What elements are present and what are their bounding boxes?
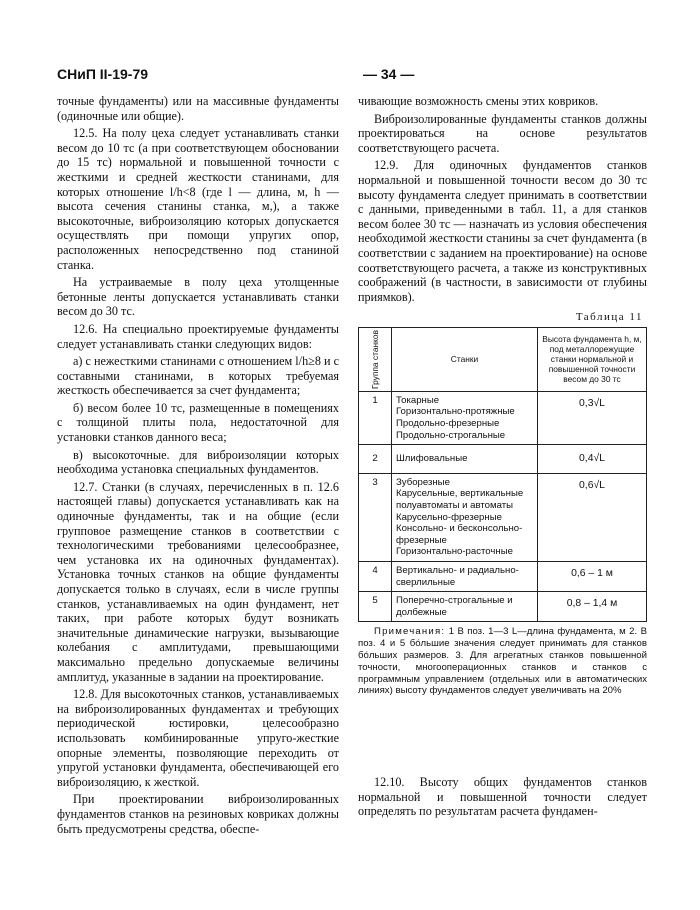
table-row [359,561,647,591]
table-row [359,445,647,474]
table-header-row [359,327,647,391]
machine-name: Продольно-фрезерные [396,418,500,430]
cell-height: 0,8 – 1,4 м [538,592,647,622]
paragraph-12-7: 12.7. Станки (в случаях, перечисленных в п. 12.6 настоящей главы) допускается устанавливать как на одиночные фундаменты, так и на общие (если групповое размещение станков в соответствии с технологическими требованиями целесообразнее, чем установка их на одиночных фундаментах). Установка точных станков на общие фундаменты допускается только в случаях, если в числе группы станков, устанавливаемых на один фундамент, нет таких, при работе которых будут возникать значительные динамические нагрузки, вызывающие колебания с амплитудами, превышающими максимально предельно допускаемые величины амплитуд, указанные в задании на проектирование. [57,479,339,684]
header-group-label: Группа станков [370,329,380,389]
machine-name: Токарные [396,394,440,406]
cell-machines [392,561,538,591]
table-notes [358,626,647,697]
cell-machines [392,473,538,561]
left-column [57,94,339,839]
cell-group: 1 [359,391,392,444]
paragraph: На устраиваемые в полу цеха утолщенные бетонные ленты допускается устанавливать станки весом до 30 тс. [57,275,339,319]
machine-name: Шлифовальные [396,453,468,465]
machine-name: Зуборезные [396,476,450,488]
paragraph-12-9: 12.9. Для одиночных фундаментов станков нормальной и повышенной точности весом до 30 тс высоту фундамента следует принимать в соответствии с данными, приведенными в табл. 11, а для станков весом более 30 тс — назначать из условия обеспечения необходимой жесткости станины за счет фундамента (в соответствии с заданием на проектирование) на основе соответствующего расчета, а также из конструктивных соображений (в частности, в зависимости от глубины приямков). [358,158,647,304]
paragraph-12-5: 12.5. На полу цеха следует устанавливать станки весом до 10 тс (а при соответствующем обосновании до 15 тс) нормальной и повышенной точности с жесткими и средней жесткости станинами, для которых отношение l/h<8 (где l — длина, м, h — высота сечения станины станка, м,), а также высокоточные, виброизоляцию которых допускается осуществлять при помощи упругих опор, расположенных непосредственно под станиной станка. [57,126,339,272]
cell-group: 3 [359,473,392,561]
page-number: — 34 — [363,66,415,82]
machine-name: Карусельные, вертикальные полуавтоматы и автоматы [396,488,524,512]
machine-name: Консольно- и бесконсольно-фрезерные [396,523,523,546]
document-code: СНиП II-19-79 [57,66,149,82]
cell-group: 4 [359,561,392,591]
list-item-b: б) весом более 10 тс, размещенные в помещениях с толщиной плиты пола, недостаточной для установки станков данного веса; [57,400,339,445]
table-row [359,473,647,561]
paragraph: При проектировании виброизолированных фундаментов станков на резиновых ковриках должны быть предусмотрены средства, обеспе- [57,792,339,836]
cell-height: 0,4√L [538,445,647,474]
paragraph: чивающие возможность смены этих ковриков. [358,94,599,108]
cell-group: 2 [359,445,392,474]
machine-name: Продольно-строгальные [396,429,506,441]
paragraph-12-8: 12.8. Для высокоточных станков, устанавливаемых на виброизолированных фундаментах и требующих периодической юстировки, целесообразно использовать комбинированные упруго-жесткие опорные элементы, позволяющие переходить от упругой установки фундамента, обеспечивающей его виброизоляцию, к жесткой. [57,687,339,789]
header-group [359,327,392,391]
header-machines: Станки [392,327,538,391]
machine-name: Горизонтально-расточные [396,546,513,558]
paragraph: точные фундаменты) или на массивные фундаменты (одиночные или общие). [57,94,339,123]
machine-name: Горизонтально-протяжные [396,406,515,418]
notes-heading: Примечания: [374,626,446,638]
table-11 [358,327,647,622]
list-item-c: в) высокоточные. для виброизоляции которых необходима установка специальных фундаментов. [57,447,339,477]
header-height: Высота фундамента h, м, под металлорежущие станки нормальной и повышенной точности весом до 30 тс [538,327,647,391]
paragraph-12-10: 12.10. Высоту общих фундаментов станков нормальной и повышенной точности следует определять по результатам расчета фундамен- [358,775,647,819]
machine-name: Поперечно-строгальные и долбежные [396,595,513,618]
cell-machines [392,592,538,622]
list-item-a: а) с нежесткими станинами с отношением l/h≥8 и с составными станинами, в которых требуемая жесткость обеспечивается за счет фундамента; [57,354,339,398]
paragraph: Виброизолированные фундаменты станков должны проектироваться на основе результатов соответствующего расчета. [358,111,647,155]
paragraph-12-6: 12.6. На специально проектируемые фундаменты следует устанавливать станки следующих видов: [57,321,339,351]
machine-name: Карусельно-фрезерные [396,511,502,523]
machine-name: Вертикально- и радиально-сверлильные [396,564,519,588]
cell-height: 0,3√L [538,391,647,444]
cell-machines [392,391,538,444]
notes-text: 1 В поз. 1—3 L—длина фундамента, м 2. В поз. 4 и 5 бóльшие значения следует принимать для станков бóльших размеров. 3. Для агрегатных станков повышенной точности, многооперационных станков и станков с программным управлением (отдельных или в автоматических линиях) высоту фундаментов следует увеличивать на 20% [358,626,647,697]
table-row [359,391,647,444]
table-row [359,592,647,622]
right-column [358,94,647,697]
cell-height: 0,6 – 1 м [538,561,647,591]
cell-height: 0,6√L [538,473,647,561]
page-header [57,66,647,88]
cell-machines [392,445,538,474]
table-caption: Таблица 11 [575,311,643,324]
cell-group: 5 [359,592,392,622]
